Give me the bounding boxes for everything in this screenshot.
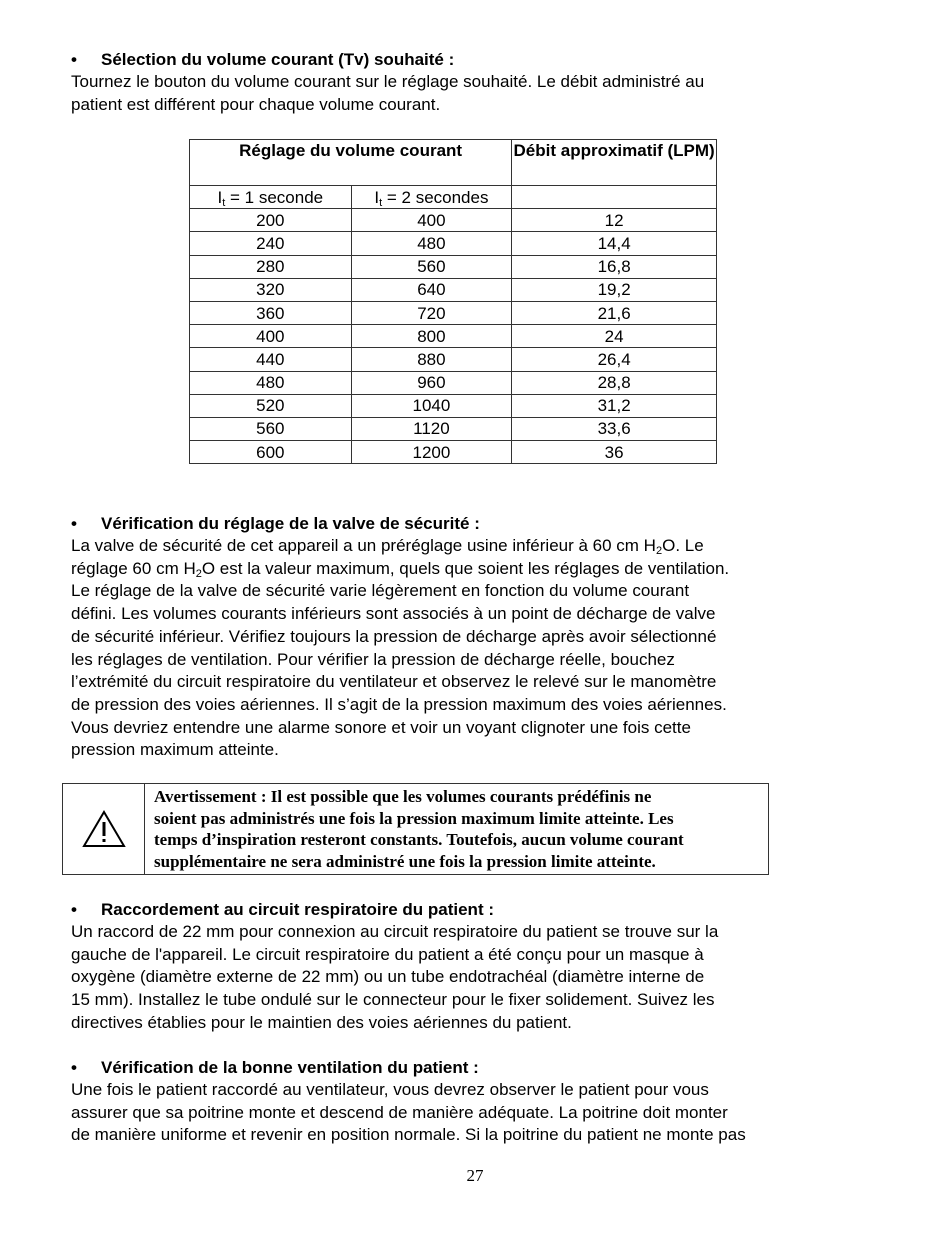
cell-flow: 36 <box>512 441 717 464</box>
cell-1s: 280 <box>190 255 352 278</box>
paragraph <box>71 535 851 762</box>
table-row <box>190 209 717 232</box>
table-row <box>190 371 717 394</box>
bullet-icon: • <box>71 514 77 533</box>
cell-2s: 1200 <box>351 441 512 464</box>
text-line: les réglages de ventilation. Pour vérifier la pression de décharge réelle, bouchez <box>71 649 675 669</box>
subscript: 2 <box>655 545 663 557</box>
section-tidal-volume <box>71 49 851 116</box>
text-line <box>71 558 851 581</box>
cell-1s: 400 <box>190 325 352 348</box>
cell-flow: 24 <box>512 325 717 348</box>
text-line: assurer que sa poitrine monte et descend de manière adéquate. La poitrine doit monter <box>71 1102 728 1122</box>
cell-flow: 31,2 <box>512 394 717 417</box>
text-line: Une fois le patient raccordé au ventilateur, vous devrez observer le patient pour vous <box>71 1080 709 1099</box>
text-line: défini. Les volumes courants inférieurs sont associés à un point de décharge de valve <box>71 604 716 624</box>
warning-box <box>62 783 769 875</box>
table-row <box>190 441 717 464</box>
cell-2s: 560 <box>351 255 512 278</box>
page-number: 27 <box>466 1166 484 1185</box>
warning-text <box>145 784 768 874</box>
warning-line: Avertissement : Il est possible que les volumes courants prédéfinis ne <box>154 787 652 806</box>
table-row <box>190 278 717 301</box>
section-ventilation-check <box>71 1057 851 1147</box>
paragraph <box>71 921 851 1035</box>
table-row <box>190 325 717 348</box>
subscript: 2 <box>195 567 202 580</box>
table-row <box>190 232 717 255</box>
text-line: gauche de l'appareil. Le circuit respiratoire du patient a été conçu pour un masque à <box>71 944 704 964</box>
text-line: de manière uniforme et revenir en position normale. Si la poitrine du patient ne monte pas <box>71 1125 746 1145</box>
cell-flow: 21,6 <box>512 301 717 324</box>
table-subheader-row <box>190 186 717 209</box>
table-row <box>190 417 717 440</box>
text-line: de pression des voies aériennes. Il s’agit de la pression maximum des voies aériennes. <box>71 694 727 714</box>
text-line: l’extrémité du circuit respiratoire du ventilateur et observez le relevé sur le manomètre <box>71 672 717 692</box>
table-row <box>190 348 717 371</box>
section-heading <box>71 49 851 71</box>
table-row <box>190 394 717 417</box>
text-run: O. Le <box>662 536 704 555</box>
cell-1s: 240 <box>190 232 352 255</box>
cell-1s: 440 <box>190 348 352 371</box>
text-line: Vous devriez entendre une alarme sonore et voir un voyant clignoter une fois cette <box>71 717 691 737</box>
cell-1s: 560 <box>190 417 352 440</box>
table-header-row <box>190 140 717 186</box>
warning-line: temps d’inspiration resteront constants. Toutefois, aucun volume courant <box>154 830 684 849</box>
warning-line: supplémentaire ne sera administré une fois la pression limite atteinte. <box>154 851 656 871</box>
sub-prefix: I <box>374 187 380 207</box>
cell-2s: 880 <box>351 348 512 371</box>
text-line: 15 mm). Installez le tube ondulé sur le connecteur pour le fixer solidement. Suivez les <box>71 990 715 1010</box>
section-heading <box>71 513 851 535</box>
text-line: oxygène (diamètre externe de 22 mm) ou un tube endotrachéal (diamètre interne de <box>71 967 705 987</box>
bullet-icon: • <box>71 1058 77 1077</box>
cell-1s: 520 <box>190 394 352 417</box>
cell-2s: 1040 <box>351 394 512 417</box>
header-volume-setting: Réglage du volume courant <box>190 140 512 186</box>
cell-2s: 480 <box>351 232 512 255</box>
paragraph <box>71 71 851 116</box>
cell-2s: 640 <box>351 278 512 301</box>
subheader-empty <box>512 186 717 209</box>
text-line: Le réglage de la valve de sécurité varie légèrement en fonction du volume courant <box>71 581 690 601</box>
heading-text: Vérification du réglage de la valve de sécurité : <box>101 514 480 533</box>
cell-2s: 800 <box>351 325 512 348</box>
text-line: patient est différent pour chaque volume courant. <box>71 94 441 114</box>
warning-triangle-icon <box>82 810 126 848</box>
text-line: Un raccord de 22 mm pour connexion au circuit respiratoire du patient se trouve sur la <box>71 922 719 941</box>
bullet-icon: • <box>71 900 77 919</box>
cell-flow: 19,2 <box>512 278 717 301</box>
section-patient-circuit <box>71 899 851 1035</box>
sub-suffix: = 2 secondes <box>382 187 489 207</box>
text-line: Tournez le bouton du volume courant sur le réglage souhaité. Le débit administré au <box>71 72 705 91</box>
cell-flow: 14,4 <box>512 232 717 255</box>
paragraph <box>71 1079 851 1147</box>
section-heading <box>71 1057 851 1079</box>
heading-text: Vérification de la bonne ventilation du patient : <box>101 1058 479 1077</box>
subheader-2-seconds <box>351 186 512 209</box>
cell-1s: 320 <box>190 278 352 301</box>
cell-1s: 600 <box>190 441 352 464</box>
text-run: réglage 60 cm H <box>71 558 196 578</box>
text-line <box>71 535 851 558</box>
header-approx-flow: Débit approximatif (LPM) <box>512 140 717 186</box>
text-line: directives établies pour le maintien des voies aériennes du patient. <box>71 1012 572 1032</box>
text-run: O est la valeur maximum, quels que soient les réglages de ventilation. <box>201 558 730 578</box>
cell-flow: 26,4 <box>512 348 717 371</box>
cell-1s: 200 <box>190 209 352 232</box>
tidal-volume-table <box>189 139 717 464</box>
text-run: La valve de sécurité de cet appareil a un préréglage usine inférieur à 60 cm H <box>71 536 656 555</box>
subheader-1-second <box>190 186 352 209</box>
cell-2s: 720 <box>351 301 512 324</box>
bullet-icon: • <box>71 50 77 69</box>
sub-suffix: = 1 seconde <box>225 187 324 207</box>
cell-2s: 960 <box>351 371 512 394</box>
cell-flow: 12 <box>512 209 717 232</box>
cell-2s: 1120 <box>351 417 512 440</box>
cell-flow: 28,8 <box>512 371 717 394</box>
section-safety-valve <box>71 513 851 762</box>
sub-index: t <box>379 196 383 209</box>
table-row <box>190 301 717 324</box>
heading-text: Sélection du volume courant (Tv) souhaité : <box>101 50 455 69</box>
warning-line: soient pas administrés une fois la pression maximum limite atteinte. Les <box>154 808 674 828</box>
sub-prefix: I <box>217 187 223 207</box>
section-heading <box>71 899 851 921</box>
sub-index: t <box>222 196 226 209</box>
table-row <box>190 255 717 278</box>
cell-flow: 16,8 <box>512 255 717 278</box>
text-line: de sécurité inférieur. Vérifiez toujours la pression de décharge après avoir sélectionné <box>71 626 717 646</box>
cell-flow: 33,6 <box>512 417 717 440</box>
text-line: pression maximum atteinte. <box>71 740 279 760</box>
cell-2s: 400 <box>351 209 512 232</box>
cell-1s: 480 <box>190 371 352 394</box>
cell-1s: 360 <box>190 301 352 324</box>
warning-icon-cell <box>63 784 145 874</box>
heading-text: Raccordement au circuit respiratoire du patient : <box>101 900 494 919</box>
